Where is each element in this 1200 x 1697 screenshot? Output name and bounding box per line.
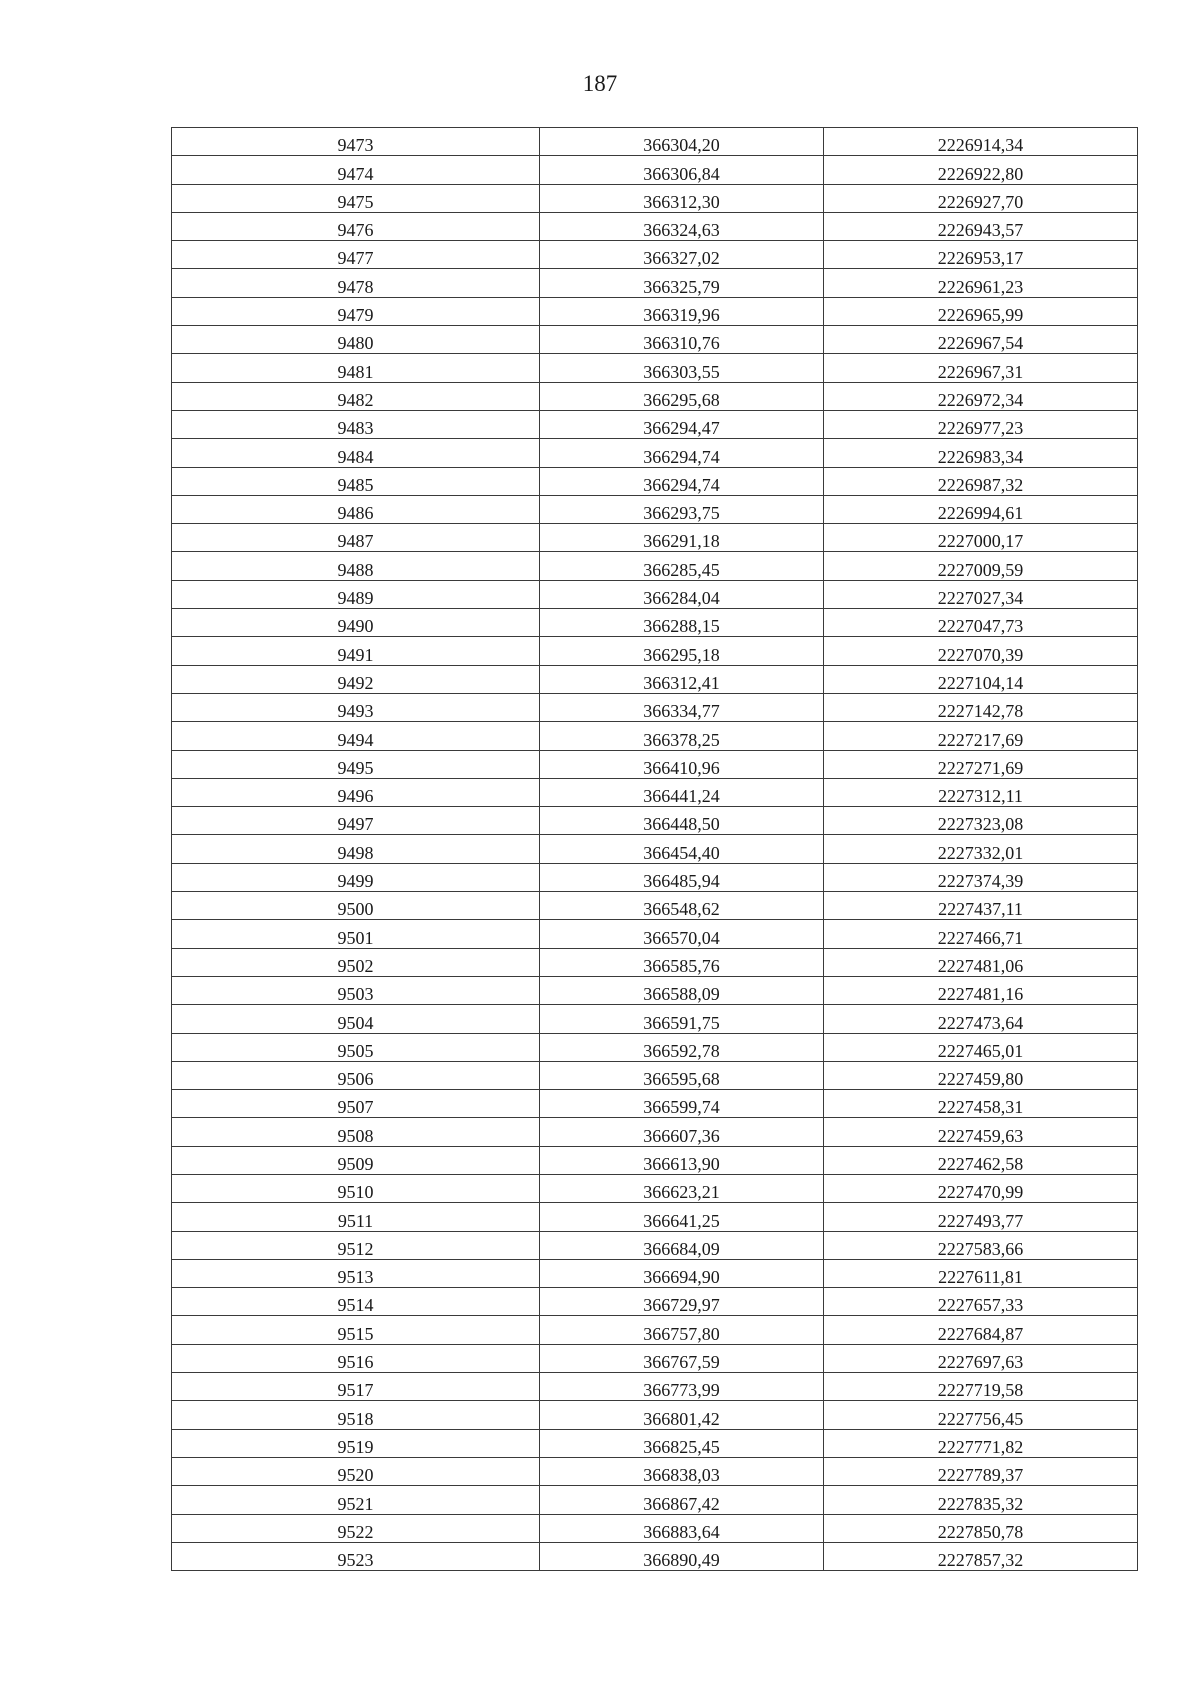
x-coordinate-cell: 366410,96 [540,750,824,778]
table-row [172,495,1138,523]
table-row [172,1316,1138,1344]
x-coordinate-cell: 366378,25 [540,722,824,750]
point-number-cell: 9516 [172,1344,540,1372]
y-coordinate-cell: 2227047,73 [824,609,1138,637]
x-coordinate-cell: 366684,09 [540,1231,824,1259]
x-coordinate-cell: 366767,59 [540,1344,824,1372]
y-coordinate-cell: 2227459,63 [824,1118,1138,1146]
x-coordinate-cell: 366623,21 [540,1174,824,1202]
y-coordinate-cell: 2227458,31 [824,1090,1138,1118]
x-coordinate-cell: 366570,04 [540,920,824,948]
y-coordinate-cell: 2227857,32 [824,1542,1138,1570]
point-number-cell: 9515 [172,1316,540,1344]
table-row [172,609,1138,637]
x-coordinate-cell: 366306,84 [540,156,824,184]
point-number-cell: 9475 [172,184,540,212]
point-number-cell: 9514 [172,1288,540,1316]
point-number-cell: 9488 [172,552,540,580]
point-number-cell: 9505 [172,1033,540,1061]
point-number-cell: 9512 [172,1231,540,1259]
y-coordinate-cell: 2227312,11 [824,778,1138,806]
x-coordinate-cell: 366324,63 [540,212,824,240]
x-coordinate-cell: 366285,45 [540,552,824,580]
table-row [172,382,1138,410]
point-number-cell: 9522 [172,1514,540,1542]
table-row [172,835,1138,863]
y-coordinate-cell: 2226922,80 [824,156,1138,184]
y-coordinate-cell: 2227217,69 [824,722,1138,750]
point-number-cell: 9502 [172,948,540,976]
point-number-cell: 9487 [172,524,540,552]
y-coordinate-cell: 2227719,58 [824,1373,1138,1401]
x-coordinate-cell: 366454,40 [540,835,824,863]
point-number-cell: 9478 [172,269,540,297]
x-coordinate-cell: 366325,79 [540,269,824,297]
point-number-cell: 9491 [172,637,540,665]
table-row [172,1231,1138,1259]
table-row [172,1542,1138,1570]
x-coordinate-cell: 366694,90 [540,1259,824,1287]
y-coordinate-cell: 2227771,82 [824,1429,1138,1457]
point-number-cell: 9480 [172,326,540,354]
point-number-cell: 9493 [172,693,540,721]
y-coordinate-cell: 2227142,78 [824,693,1138,721]
x-coordinate-cell: 366327,02 [540,241,824,269]
point-number-cell: 9521 [172,1486,540,1514]
y-coordinate-cell: 2226914,34 [824,128,1138,156]
y-coordinate-cell: 2227835,32 [824,1486,1138,1514]
table-row [172,1203,1138,1231]
point-number-cell: 9518 [172,1401,540,1429]
x-coordinate-cell: 366291,18 [540,524,824,552]
x-coordinate-cell: 366585,76 [540,948,824,976]
point-number-cell: 9485 [172,467,540,495]
table-row [172,156,1138,184]
table-row [172,863,1138,891]
table-row [172,212,1138,240]
table-row [172,269,1138,297]
point-number-cell: 9500 [172,892,540,920]
y-coordinate-cell: 2227583,66 [824,1231,1138,1259]
point-number-cell: 9483 [172,410,540,438]
table-row [172,128,1138,156]
x-coordinate-cell: 366801,42 [540,1401,824,1429]
point-number-cell: 9489 [172,580,540,608]
table-row [172,1288,1138,1316]
y-coordinate-cell: 2226972,34 [824,382,1138,410]
table-row [172,1033,1138,1061]
y-coordinate-cell: 2227466,71 [824,920,1138,948]
point-number-cell: 9513 [172,1259,540,1287]
y-coordinate-cell: 2227323,08 [824,807,1138,835]
table-row [172,693,1138,721]
point-number-cell: 9474 [172,156,540,184]
x-coordinate-cell: 366312,41 [540,665,824,693]
y-coordinate-cell: 2227481,16 [824,976,1138,1004]
x-coordinate-cell: 366883,64 [540,1514,824,1542]
table-row [172,1259,1138,1287]
point-number-cell: 9509 [172,1146,540,1174]
point-number-cell: 9484 [172,439,540,467]
y-coordinate-cell: 2227104,14 [824,665,1138,693]
y-coordinate-cell: 2227473,64 [824,1005,1138,1033]
table-row [172,807,1138,835]
x-coordinate-cell: 366284,04 [540,580,824,608]
table-row [172,524,1138,552]
point-number-cell: 9498 [172,835,540,863]
y-coordinate-cell: 2227611,81 [824,1259,1138,1287]
x-coordinate-cell: 366319,96 [540,297,824,325]
point-number-cell: 9477 [172,241,540,269]
table-row [172,1514,1138,1542]
x-coordinate-cell: 366312,30 [540,184,824,212]
x-coordinate-cell: 366729,97 [540,1288,824,1316]
y-coordinate-cell: 2227374,39 [824,863,1138,891]
page-number: 187 [582,71,618,96]
y-coordinate-cell: 2226987,32 [824,467,1138,495]
y-coordinate-cell: 2227470,99 [824,1174,1138,1202]
table-row [172,948,1138,976]
point-number-cell: 9476 [172,212,540,240]
table-row [172,354,1138,382]
coordinates-table-body [172,128,1138,1571]
point-number-cell: 9482 [172,382,540,410]
point-number-cell: 9523 [172,1542,540,1570]
y-coordinate-cell: 2226967,54 [824,326,1138,354]
point-number-cell: 9497 [172,807,540,835]
table-row [172,1118,1138,1146]
y-coordinate-cell: 2227332,01 [824,835,1138,863]
point-number-cell: 9495 [172,750,540,778]
point-number-cell: 9501 [172,920,540,948]
point-number-cell: 9507 [172,1090,540,1118]
table-row [172,1457,1138,1485]
point-number-cell: 9511 [172,1203,540,1231]
y-coordinate-cell: 2226943,57 [824,212,1138,240]
x-coordinate-cell: 366591,75 [540,1005,824,1033]
point-number-cell: 9508 [172,1118,540,1146]
x-coordinate-cell: 366757,80 [540,1316,824,1344]
y-coordinate-cell: 2227481,06 [824,948,1138,976]
point-number-cell: 9490 [172,609,540,637]
x-coordinate-cell: 366838,03 [540,1457,824,1485]
table-row [172,778,1138,806]
y-coordinate-cell: 2226977,23 [824,410,1138,438]
x-coordinate-cell: 366294,74 [540,439,824,467]
table-row [172,976,1138,1004]
x-coordinate-cell: 366607,36 [540,1118,824,1146]
x-coordinate-cell: 366548,62 [540,892,824,920]
x-coordinate-cell: 366304,20 [540,128,824,156]
coordinates-table [171,127,1138,1571]
y-coordinate-cell: 2226967,31 [824,354,1138,382]
table-row [172,184,1138,212]
y-coordinate-cell: 2226927,70 [824,184,1138,212]
point-number-cell: 9504 [172,1005,540,1033]
point-number-cell: 9492 [172,665,540,693]
table-row [172,297,1138,325]
x-coordinate-cell: 366825,45 [540,1429,824,1457]
x-coordinate-cell: 366588,09 [540,976,824,1004]
table-row [172,580,1138,608]
table-row [172,637,1138,665]
y-coordinate-cell: 2227271,69 [824,750,1138,778]
y-coordinate-cell: 2227756,45 [824,1401,1138,1429]
y-coordinate-cell: 2227789,37 [824,1457,1138,1485]
table-row [172,1090,1138,1118]
x-coordinate-cell: 366295,18 [540,637,824,665]
y-coordinate-cell: 2226953,17 [824,241,1138,269]
table-row [172,1005,1138,1033]
point-number-cell: 9479 [172,297,540,325]
y-coordinate-cell: 2227850,78 [824,1514,1138,1542]
table-row [172,1429,1138,1457]
point-number-cell: 9510 [172,1174,540,1202]
y-coordinate-cell: 2227462,58 [824,1146,1138,1174]
x-coordinate-cell: 366890,49 [540,1542,824,1570]
x-coordinate-cell: 366448,50 [540,807,824,835]
table-row [172,1146,1138,1174]
y-coordinate-cell: 2227009,59 [824,552,1138,580]
point-number-cell: 9496 [172,778,540,806]
y-coordinate-cell: 2226994,61 [824,495,1138,523]
x-coordinate-cell: 366288,15 [540,609,824,637]
x-coordinate-cell: 366441,24 [540,778,824,806]
x-coordinate-cell: 366595,68 [540,1061,824,1089]
x-coordinate-cell: 366334,77 [540,693,824,721]
y-coordinate-cell: 2227070,39 [824,637,1138,665]
table-row [172,410,1138,438]
y-coordinate-cell: 2226965,99 [824,297,1138,325]
table-row [172,920,1138,948]
point-number-cell: 9481 [172,354,540,382]
x-coordinate-cell: 366599,74 [540,1090,824,1118]
y-coordinate-cell: 2227684,87 [824,1316,1138,1344]
table-row [172,750,1138,778]
x-coordinate-cell: 366641,25 [540,1203,824,1231]
y-coordinate-cell: 2227657,33 [824,1288,1138,1316]
y-coordinate-cell: 2227000,17 [824,524,1138,552]
table-row [172,1174,1138,1202]
y-coordinate-cell: 2227459,80 [824,1061,1138,1089]
table-row [172,1061,1138,1089]
table-row [172,665,1138,693]
point-number-cell: 9473 [172,128,540,156]
y-coordinate-cell: 2227697,63 [824,1344,1138,1372]
table-row [172,241,1138,269]
y-coordinate-cell: 2227493,77 [824,1203,1138,1231]
table-row [172,326,1138,354]
x-coordinate-cell: 366613,90 [540,1146,824,1174]
y-coordinate-cell: 2227465,01 [824,1033,1138,1061]
table-row [172,1344,1138,1372]
table-row [172,467,1138,495]
point-number-cell: 9520 [172,1457,540,1485]
point-number-cell: 9499 [172,863,540,891]
table-row [172,1401,1138,1429]
x-coordinate-cell: 366592,78 [540,1033,824,1061]
table-row [172,1486,1138,1514]
table-row [172,892,1138,920]
x-coordinate-cell: 366294,47 [540,410,824,438]
table-row [172,439,1138,467]
x-coordinate-cell: 366294,74 [540,467,824,495]
y-coordinate-cell: 2227437,11 [824,892,1138,920]
table-row [172,722,1138,750]
x-coordinate-cell: 366295,68 [540,382,824,410]
x-coordinate-cell: 366293,75 [540,495,824,523]
x-coordinate-cell: 366310,76 [540,326,824,354]
point-number-cell: 9486 [172,495,540,523]
x-coordinate-cell: 366867,42 [540,1486,824,1514]
point-number-cell: 9517 [172,1373,540,1401]
table-row [172,552,1138,580]
y-coordinate-cell: 2226961,23 [824,269,1138,297]
x-coordinate-cell: 366773,99 [540,1373,824,1401]
x-coordinate-cell: 366303,55 [540,354,824,382]
point-number-cell: 9494 [172,722,540,750]
y-coordinate-cell: 2226983,34 [824,439,1138,467]
point-number-cell: 9519 [172,1429,540,1457]
point-number-cell: 9506 [172,1061,540,1089]
y-coordinate-cell: 2227027,34 [824,580,1138,608]
point-number-cell: 9503 [172,976,540,1004]
table-row [172,1373,1138,1401]
x-coordinate-cell: 366485,94 [540,863,824,891]
